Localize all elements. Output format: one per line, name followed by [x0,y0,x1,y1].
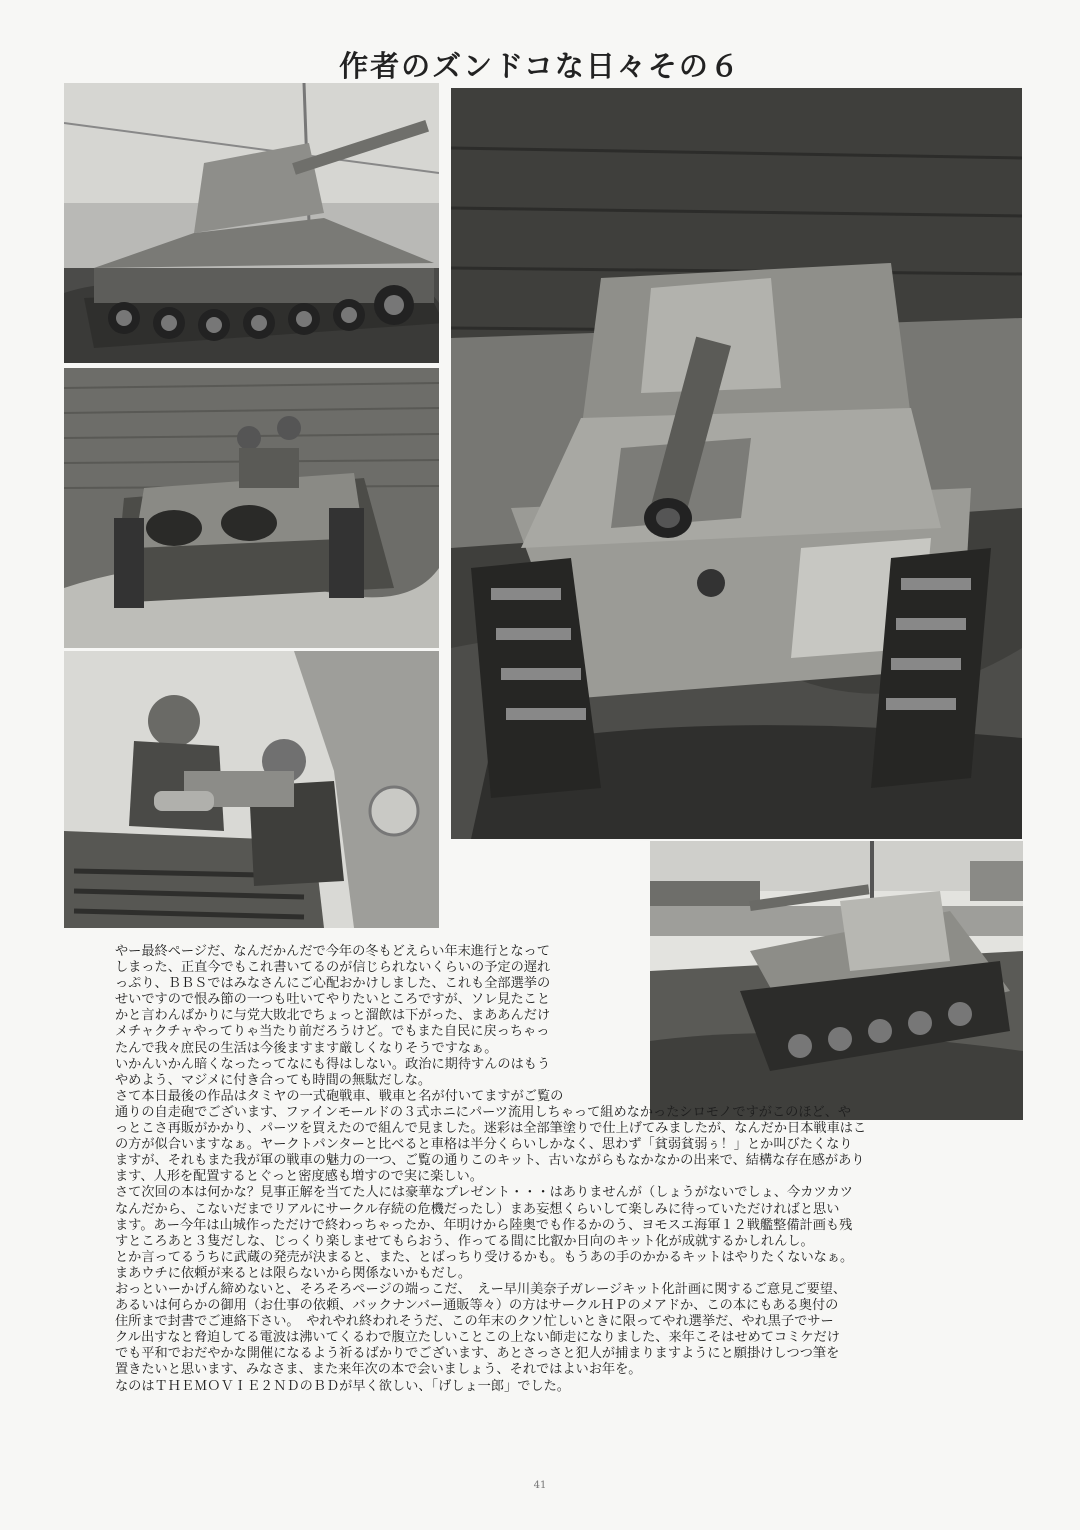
tank-rear-photo [64,368,439,648]
text-line: 置きたいと思います、みなさま、また来年次の本で会いましょう、それではよいお年を。 [115,1362,642,1378]
text-line: しまった、正直今でもこれ書いてるのが信じられないくらいの予定の遅れ [115,960,551,976]
body-text [115,944,995,1395]
tank-side-photo [64,83,439,363]
text-line: なんだから、こないだまでリアルにサークル存続の危機だったし）まあ妄想くらいして楽しみに待っていただければと思い [115,1201,840,1217]
text-line: やー最終ページだ、なんだかんだで今年の冬もどえらい年末進行となって [115,944,550,959]
text-line: でも平和でおだやかな開催になるよう祈るばかりでございます、あとさっさと犯人が捕まりますようにと願掛けしつつ筆を [115,1346,840,1362]
text-line: メチャクチャやってりゃ当たり前だろうけど。でもまた自民に戻っちゃっ [115,1024,550,1040]
text-line: さて次回の本は何かな？見事正解を当てた人には豪華なプレゼント・・・はありませんが（しょうがないでしょ、今カツカツ [115,1185,853,1201]
text-line: まあウチに依頼が来るとは限らないから関係ないかもだし。 [115,1265,472,1281]
text-line: クル出すなと脅迫してる電波は沸いてくるわで腹立たしいことこの上ない師走になりました、来年こそはせめてコミケだけ [115,1330,840,1346]
page-title: 作者のズンドコな日々その６ [339,49,741,83]
text-line: やめよう、マジメに付き合っても時間の無駄だしな。 [115,1072,432,1088]
text-line: おっといーかげん締めないと、そろそろページの端っこだ、 えー早川美奈子ガレージキット化計画に関するご意見ご要望、 [115,1281,847,1297]
text-line: っぷり、ＢＢＳではみなさんにご心配おかけしました、これも全部選挙の [115,976,551,992]
text-line: なのはＴＨＥＭＯＶＩＥ２ＮＤのＢＤが早く欲しい、「げしょ一郎」でした。 [115,1378,570,1394]
text-line: たんで我々庶民の生活は今後ますます厳しくなりそうですなぁ。 [115,1040,498,1056]
text-line: ます。あー今年は山城作っただけで終わっちゃったか、年明けから陸奥でも作るかのう、ヨモスエ海軍１２戦艦整備計画も残 [115,1217,853,1233]
text-line: せいですので恨み節の一つも吐いてやりたいところですが、ソレ見たこと [115,992,551,1008]
text-line: っとこさ再販がかかり、パーツを買えたので組んで見ました。迷彩は全部筆塗りで仕上げてみましたが、なんだか日本戦車はこ [115,1121,867,1137]
page-number: 41 [533,1480,547,1491]
text-line: の方が似合いますなぁ。ヤークトパンターと比べると車格は半分くらいしかなく、思わず「貧弱貧弱ぅ！」とか叫びたくなり [115,1137,853,1153]
crew-closeup-photo [64,651,439,928]
text-line: ます、人形を配置するとぐっと密度感も増すので実に楽しい。 [115,1169,483,1185]
tank-front-photo [451,88,1022,839]
text-line: 通りの自走砲でございます、ファインモールドの３式ホニにパーツ流用しちゃって組めなかったシロモノですがこのほど、や [115,1104,852,1120]
text-line: ますが、それもまた我が軍の戦車の魅力の一つ、ご覧の通りこのキット、古いながらもなかなかの出来で、結構な存在感があり [115,1153,865,1169]
text-line: 住所まで封書でご連絡下さい。 やれやれ終われそうだ、この年末のクソ忙しいときに限ってやれ選挙だ、やれ黒子でサー [115,1314,834,1330]
text-line: すところあと３隻だしな、じっくり楽しませてもらおう、作ってる間に比叡か日向のキット化が成就するかしれんし。 [115,1233,814,1249]
text-line: とか言ってるうちに武蔵の発売が決まると、また、とばっちり受けるかも。もうあの手のかかるキットはやりたくないなぁ。 [115,1249,854,1265]
text-line: あるいは何らかの御用（お仕事の依頼、バックナンバー通販等々）の方はサークルＨＰのメアドか、この本にもある奥付の [115,1298,839,1314]
text-line: かと言わんばかりに与党大敗北でちょっと溜飲は下がった、まああんだけ [115,1008,551,1024]
text-line: いかんいかん暗くなったってなにも得はしない。政治に期待すんのはもう [115,1056,551,1072]
text-line: さて本日最後の作品はタミヤの一式砲戦車、戦車と名が付いてますがご覧の [115,1088,564,1104]
